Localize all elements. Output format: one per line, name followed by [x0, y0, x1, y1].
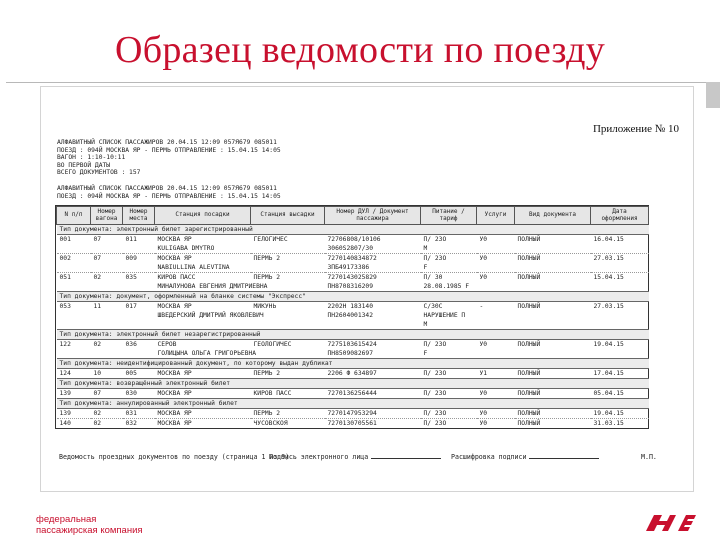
table-cell: ПОЛНЫЙ [515, 389, 591, 399]
table-cell: С/30С [421, 302, 477, 312]
table-cell: 19.04.15 [591, 340, 649, 350]
column-header: Дата оформления [591, 207, 649, 225]
signature-line [371, 458, 441, 459]
table-cell: ПН8509082697 [327, 350, 373, 357]
column-header: Номер вагона [91, 207, 123, 225]
section-row [57, 330, 649, 340]
table-cell: 139 [57, 409, 91, 419]
title-divider [6, 82, 706, 83]
header-line: ВСЕГО ДОКУМЕНТОВ : 157 [57, 169, 141, 177]
section-label: Тип документа: электронный билет зарегистрированный [57, 225, 649, 235]
table-cell: 139 [57, 389, 91, 399]
section-label: Тип документа: неидентифицированный документ, по которому выдан дубликат [57, 359, 649, 369]
table-cell [591, 263, 649, 273]
table-cell: 07 [91, 389, 123, 399]
table-cell: 72706808/10106 [325, 235, 421, 245]
table-cell: МИКУНЬ [251, 302, 325, 312]
table-cell: 11 [91, 302, 123, 312]
table-cell: У0 [477, 419, 515, 429]
column-header: Услуги [477, 207, 515, 225]
table-cell: NABIULLINA ALEVTINA [157, 264, 230, 271]
table-cell: П/ 23О [421, 235, 477, 245]
table-cell [91, 282, 123, 292]
table-cell: 031 [123, 409, 155, 419]
table-cell: ГОЛИЦЫНА ОЛЬГА ГРИГОРЬЕВНА [157, 350, 257, 357]
table-cell: П/ 23О [421, 409, 477, 419]
column-header: Станция высадки [251, 207, 325, 225]
table-row [57, 302, 649, 312]
table-cell: ПОЛНЫЙ [515, 235, 591, 245]
table-subrow [57, 349, 649, 359]
table-cell: 2202Н 183140 [325, 302, 421, 312]
section-row [57, 292, 649, 302]
table-cell: У0 [477, 254, 515, 264]
table-cell: ПОЛНЫЙ [515, 409, 591, 419]
section-label: Тип документа: документ, оформленный на бланке системы "Экспресс" [57, 292, 649, 302]
table-cell [57, 311, 91, 320]
table-cell [91, 244, 123, 254]
table-cell: ПН2604001342 [327, 312, 373, 319]
table-row [57, 409, 649, 419]
table-cell: 19.04.15 [591, 409, 649, 419]
table-cell: МОСКВА ЯР [155, 369, 251, 379]
report-header-2 [57, 185, 397, 200]
table-cell: П/ 23О [421, 369, 477, 379]
table-cell: ПН8708316209 [327, 283, 373, 290]
table-cell: КИРОВ ПАСС [251, 389, 325, 399]
table-cell: 032 [123, 419, 155, 429]
table-cell: МОСКВА ЯР [155, 235, 251, 245]
table-cell [591, 244, 649, 254]
table-cell: КИРОВ ПАСС [155, 273, 251, 283]
table-cell [477, 244, 515, 254]
table-cell: 7270143025829 [325, 273, 421, 283]
table-cell: 002 [57, 254, 91, 264]
table-cell: ПОЛНЫЙ [515, 302, 591, 312]
table-cell: 7270136256444 [325, 389, 421, 399]
table-cell: П/ 23О [421, 389, 477, 399]
table-cell: 27.03.15 [591, 302, 649, 312]
table-cell [91, 263, 123, 273]
table-cell: ГЕЛОГИЧЕС [251, 235, 325, 245]
header-line: ПОЕЗД : 094Й МОСКВА ЯР - ПЕРМЬ ОТПРАВЛЕНИЕ : 15.04.15 14:05 [57, 146, 281, 154]
appendix-label: Приложение № 10 [592, 123, 679, 135]
table-cell: У0 [477, 389, 515, 399]
table-cell [251, 263, 325, 273]
table-cell [57, 320, 91, 330]
table-cell [123, 349, 155, 359]
table-cell [251, 320, 325, 330]
section-row [57, 399, 649, 409]
table-cell: 011 [123, 235, 155, 245]
column-header: Станция посадки [155, 207, 251, 225]
table-cell: 05.04.15 [591, 389, 649, 399]
table-cell: 02 [91, 273, 123, 283]
table-cell [477, 349, 515, 359]
table-cell: 017 [123, 302, 155, 312]
table-cell [123, 244, 155, 254]
table-cell: 7270147953294 [325, 409, 421, 419]
table-cell: МОСКВА ЯР [155, 254, 251, 264]
table-cell: ПОЛНЫЙ [515, 369, 591, 379]
table-cell: М [423, 321, 428, 328]
table-cell: ЧУСОВСКОЯ [251, 419, 325, 429]
table-cell: П/ 23О [421, 254, 477, 264]
table-cell: У1 [477, 369, 515, 379]
table-subrow [57, 282, 649, 292]
table-cell: 27.03.15 [591, 254, 649, 264]
table-cell: ПОЛНЫЙ [515, 254, 591, 264]
table-row [57, 254, 649, 264]
section-label: Тип документа: аннулированный электронный билет [57, 399, 649, 409]
table-cell: 009 [123, 254, 155, 264]
company-line: федеральная [36, 514, 97, 525]
scanned-document [40, 86, 694, 492]
table-cell: F [423, 264, 428, 271]
table-cell [57, 263, 91, 273]
table-cell: П/ 23О [421, 419, 477, 429]
table-cell [123, 320, 155, 330]
table-cell: 001 [57, 235, 91, 245]
table-cell: 07 [91, 235, 123, 245]
table-cell [477, 263, 515, 273]
footer-page-info: Ведомость проездных документов по поезду (страница 1 из 9) [59, 453, 290, 461]
table-cell [591, 311, 649, 320]
table-cell: НАРУШЕНИЕ П [423, 312, 466, 319]
table-cell: 7270140834872 [325, 254, 421, 264]
table-cell: 122 [57, 340, 91, 350]
table-cell: ПОЛНЫЙ [515, 273, 591, 283]
table-body [57, 225, 649, 429]
table-cell: П/ 23О [421, 340, 477, 350]
section-label: Тип документа: электронный билет незарегистрированный [57, 330, 649, 340]
table-subrow [57, 244, 649, 254]
table-cell: 005 [123, 369, 155, 379]
table-cell: МОСКВА ЯР [155, 302, 251, 312]
table-cell: 124 [57, 369, 91, 379]
header-line: АЛФАВИТНЫЙ СПИСОК ПАССАЖИРОВ 20.04.15 12:09 057Я679 085011 [57, 185, 277, 192]
table-cell: 07 [91, 254, 123, 264]
table-cell [91, 320, 123, 330]
table-cell [515, 263, 591, 273]
header-line: ПОЕЗД : 094Й МОСКВА ЯР - ПЕРМЬ ОТПРАВЛЕНИЕ : 15.04.15 14:05 [57, 192, 281, 200]
table-cell [123, 263, 155, 273]
decode-line [529, 458, 599, 459]
column-header: Номер ДУЛ / Документ пассажира [325, 207, 421, 225]
table-cell: 030 [123, 389, 155, 399]
table-cell: 15.04.15 [591, 273, 649, 283]
table-row [57, 419, 649, 429]
company-line: пассажирская компания [36, 525, 143, 536]
table-cell: 28.08.1985 F [423, 283, 469, 290]
table-cell: 7275103615424 [325, 340, 421, 350]
table-cell [477, 320, 515, 330]
table-cell: У0 [477, 235, 515, 245]
table-header-row [57, 207, 649, 225]
table-cell [251, 349, 325, 359]
table-cell: ПОЛНЫЙ [515, 419, 591, 429]
table-cell: 16.04.15 [591, 235, 649, 245]
table-cell: 3060S2807/30 [327, 245, 373, 252]
decode-label: Расшифровка подписи [451, 453, 527, 461]
table-row [57, 340, 649, 350]
table-row [57, 389, 649, 399]
table-cell [91, 311, 123, 320]
table-cell [591, 282, 649, 292]
table-cell [57, 349, 91, 359]
table-cell: МОСКВА ЯР [155, 409, 251, 419]
table-cell: 17.04.15 [591, 369, 649, 379]
table-cell [57, 282, 91, 292]
table-cell: СЕРОВ [155, 340, 251, 350]
table-cell: У0 [477, 409, 515, 419]
table-cell [155, 320, 251, 330]
table-cell [477, 282, 515, 292]
table-cell: ПЕРМЬ 2 [251, 273, 325, 283]
rzd-logo-icon [640, 507, 700, 537]
passenger-table [55, 205, 649, 429]
header-line: ВО ПЕРВОЙ ДАТЫ [57, 161, 111, 169]
table-cell: МОСКВА ЯР [155, 389, 251, 399]
table-cell [591, 349, 649, 359]
table-cell: ПЕРМЬ 2 [251, 254, 325, 264]
table-cell [515, 282, 591, 292]
table-cell: 035 [123, 273, 155, 283]
table-cell: 051 [57, 273, 91, 283]
column-header: Вид документа [515, 207, 591, 225]
table-cell: 140 [57, 419, 91, 429]
footer-signature-block [269, 453, 441, 461]
table-cell: F [423, 350, 428, 357]
column-header: N п/п [57, 207, 91, 225]
section-row [57, 379, 649, 389]
table-cell: ПОЛНЫЙ [515, 340, 591, 350]
table-cell: ШВЕДЕРСКИЙ ДМИТРИЙ ЯКОВЛЕВИЧ [157, 312, 264, 319]
table-cell: 02 [91, 419, 123, 429]
table-cell [325, 320, 421, 330]
table-cell [591, 320, 649, 330]
table-row [57, 235, 649, 245]
table-cell [515, 349, 591, 359]
table-cell: МИНАЛУНОВА ЕВГЕНИЯ ДМИТРИЕВНА [157, 283, 268, 290]
table-cell: П/ 30 [421, 273, 477, 283]
table-subrow [57, 311, 649, 320]
table-cell: ПЕРМЬ 2 [251, 369, 325, 379]
side-strip [706, 82, 720, 108]
table-cell: МОСКВА ЯР [155, 419, 251, 429]
table-cell: ГЕОЛОГИЧЕС [251, 340, 325, 350]
table-cell: 7270130705561 [325, 419, 421, 429]
table-cell: KULIGABA DMYTRO [157, 245, 215, 252]
table-cell: 053 [57, 302, 91, 312]
page-title: Образец ведомости по поезду [114, 29, 606, 71]
table-cell: ПЕРМЬ 2 [251, 409, 325, 419]
table-cell: 036 [123, 340, 155, 350]
table-cell: У0 [477, 273, 515, 283]
table-subrow [57, 263, 649, 273]
table-cell [477, 311, 515, 320]
column-header: Номер места [123, 207, 155, 225]
table-cell: 02 [91, 409, 123, 419]
table-cell: 31.03.15 [591, 419, 649, 429]
column-header: Питание / тариф [421, 207, 477, 225]
signature-label: Подпись электронного лица [269, 453, 369, 461]
table-cell: У0 [477, 340, 515, 350]
table-cell: - [477, 302, 515, 312]
section-row [57, 225, 649, 235]
table-cell [251, 244, 325, 254]
table-cell [91, 349, 123, 359]
table-subrow [57, 320, 649, 330]
table-cell [123, 311, 155, 320]
table-cell: 02 [91, 340, 123, 350]
table-row [57, 369, 649, 379]
header-line: ВАГОН : 1:10-10:11 [57, 154, 126, 162]
table-cell: 10 [91, 369, 123, 379]
section-label: Тип документа: возвращённый электронный билет [57, 379, 649, 389]
section-row [57, 359, 649, 369]
table-cell [515, 320, 591, 330]
table-cell [57, 244, 91, 254]
table-cell [515, 311, 591, 320]
table-cell [515, 244, 591, 254]
table-cell [123, 282, 155, 292]
report-header-1 [57, 139, 357, 177]
company-name [36, 514, 143, 536]
stamp-place-label: М.П. [641, 453, 657, 461]
header-line: АЛФАВИТНЫЙ СПИСОК ПАССАЖИРОВ 20.04.15 12:09 057Я679 085011 [57, 139, 277, 146]
footer-decode-block [451, 453, 599, 461]
table-row [57, 273, 649, 283]
table-cell: 3ПБ49173386 [327, 264, 370, 271]
table-cell: М [423, 245, 428, 252]
table-cell: 2206 Ф 634897 [325, 369, 421, 379]
